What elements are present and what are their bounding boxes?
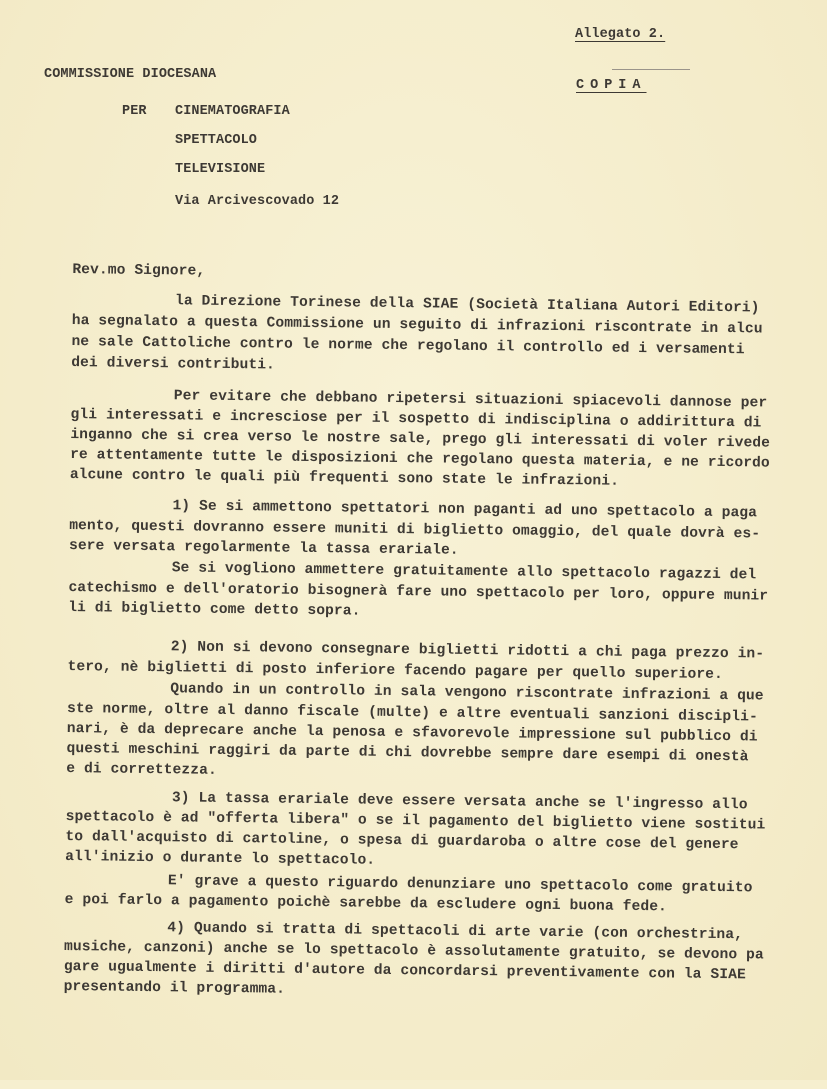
text-line: inganno che si crea verso le nostre sale, prego gli interessati di voler rivede	[70, 427, 771, 452]
text-line: 1) Se si ammettono spettatori non paganti ad uno spettacolo a paga	[172, 498, 758, 522]
text-line: ste norme, oltre al danno fiscale (multe) e altre eventuali sanzioni discipli-	[66, 700, 758, 726]
text-line: musiche, canzoni) anche se lo spettacolo è assolutamente gratuito, se devono pa	[63, 938, 764, 964]
text-line: mento, questi dovranno essere muniti di biglietto omaggio, del quale dovrà es-	[69, 518, 761, 543]
org-line-televisione: TELEVISIONE	[175, 162, 266, 177]
text-line: ha segnalato a questa Commissione un seguito di infrazioni riscontrate in alcu	[71, 313, 763, 338]
text-line: questi meschini raggiri da parte di chi dovrebbe sempre dare esempi di onestà	[66, 740, 749, 766]
text-line: to dall'acquisto di cartoline, o spesa di guardaroba o altre cose del genere	[65, 828, 739, 854]
text-line: Quando in un controllo in sala vengono riscontrate infrazioni a que	[170, 681, 764, 705]
text-line: re attentamente tutte le disposizioni che regolano questa materia, e ne ricordo	[70, 447, 770, 472]
org-per: PER	[122, 104, 147, 119]
org-line-cinematografia: CINEMATOGRAFIA	[175, 104, 290, 119]
text-line: all'inizio o durante lo spettacolo.	[65, 848, 376, 869]
text-line: alcune contro le quali più frequenti sono state le infrazioni.	[69, 467, 620, 490]
text-line: 4) Quando si tratta di spettacoli di arte varie (con orchestrina,	[167, 920, 744, 944]
text-line: ne sale Cattoliche contro le norme che regolano il controllo ed i versamenti	[71, 334, 745, 359]
copy-mark: COPIA	[576, 78, 647, 93]
text-line: catechismo e dell'oratorio bisognerà fare uno spettacolo per loro, oppure munir	[68, 580, 769, 605]
text-line: li di biglietto come detto sopra.	[68, 600, 361, 620]
text-line: e di correttezza.	[66, 760, 217, 779]
text-line: e poi farlo a pagamento poichè sarebbe da escludere ogni buona fede.	[64, 891, 668, 916]
org-line-spettacolo: SPETTACOLO	[175, 133, 258, 148]
text-line: spettacolo è ad "offerta libera" o se il pagamento del biglietto viene sostitui	[65, 808, 766, 834]
text-line: tero, nè biglietti di posto inferiore facendo pagare per quello superiore.	[67, 658, 724, 684]
org-address: Via Arcivescovado 12	[175, 194, 340, 209]
text-line: Se si vogliono ammettere gratuitamente allo spettacolo ragazzi del	[171, 560, 757, 584]
text-line: gare ugualmente i diritti d'autore da concordarsi preventivamente con la SIAE	[63, 958, 746, 984]
salutation: Rev.mo Signore,	[72, 262, 206, 280]
text-line: 2) Non si devono consegnare biglietti ridotti a chi paga prezzo in-	[170, 639, 765, 663]
text-line: nari, è da deprecare anche la penosa e sfavorevole impressione sul pubblico di	[66, 720, 758, 746]
text-line: dei diversi contributi.	[71, 355, 276, 374]
text-line: gli interessati e incresciose per il sospetto di indisciplina o addirittura di	[70, 407, 762, 432]
text-line: la Direzione Torinese della SIAE (Società Italiana Autori Editori)	[174, 293, 760, 317]
text-line: presentando il programma.	[63, 978, 286, 998]
text-line: sere versata regolarmente la tassa erariale.	[68, 538, 459, 559]
text-line: E' grave a questo riguardo denunziare uno spettacolo come gratuito	[167, 873, 753, 897]
text-line: Per evitare che debbano ripetersi situazioni spiacevoli dannose per	[173, 388, 768, 412]
attachment-label: Allegato 2.	[575, 27, 666, 42]
text-line: 3) La tassa erariale deve essere versata anche se l'ingresso allo	[171, 790, 748, 814]
org-name: COMMISSIONE DIOCESANA	[44, 67, 217, 82]
